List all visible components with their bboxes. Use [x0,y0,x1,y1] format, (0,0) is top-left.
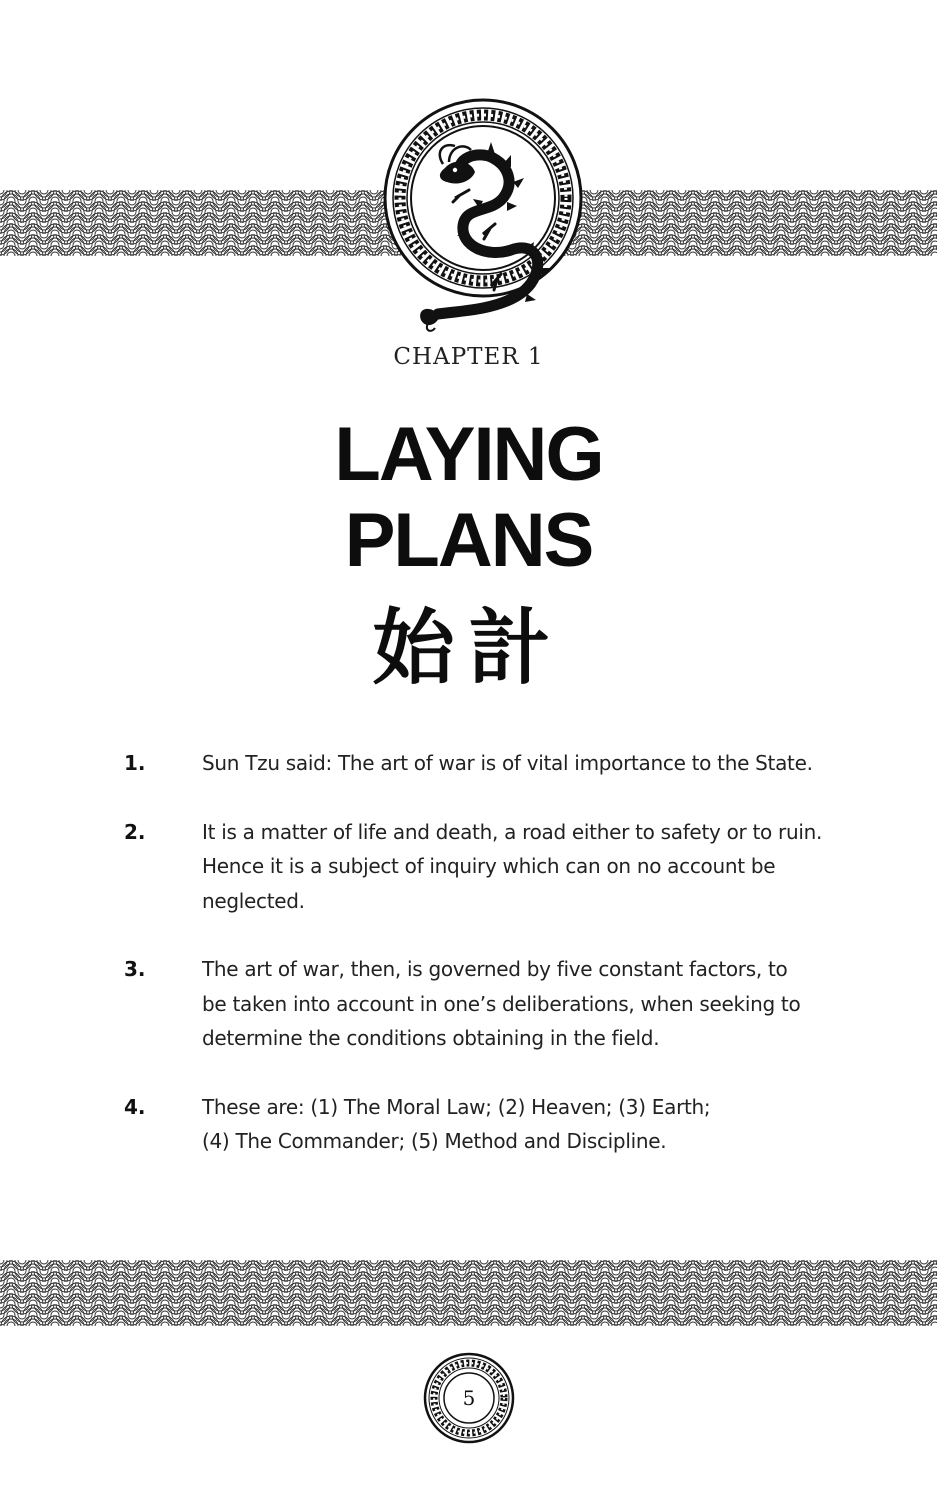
paragraph-number: 3. [124,957,146,981]
chinese-title: 始計 [372,600,565,696]
paragraph-line: (4) The Commander; (5) Method and Discipline. [202,1129,667,1153]
bottom-wave-band [0,1260,937,1326]
page-number: 5 [462,1386,476,1410]
paragraph-text [202,1090,820,1159]
paragraph-line: be taken into account in one’s deliberations, when seeking to [202,991,801,1016]
paragraph-list [124,746,824,1193]
chapter-title-line: LAYING [334,412,603,497]
paragraph-number: 4. [124,1094,146,1119]
paragraph-text [202,746,820,781]
paragraph-line: The art of war, then, is governed by five constant factors, to [202,957,788,981]
paragraph-line: It is a matter of life and death, a road either to safety or to ruin. [202,819,823,844]
chapter-label: CHAPTER 1 [393,344,544,370]
paragraph-item [124,1090,824,1159]
chapter-title [0,412,937,584]
paragraph-line: determine the conditions obtaining in the field. [202,1026,660,1050]
paragraph-item [124,746,824,781]
chapter-title-line: PLANS [344,498,593,583]
paragraph-number: 1. [124,751,146,775]
dragon-emblem-icon [383,98,583,333]
wave-pattern-bottom [0,1260,937,1326]
paragraph-text [202,952,820,1056]
paragraph-line: Hence it is a subject of inquiry which can on no account be [202,854,776,878]
paragraph-text [202,815,823,919]
paragraph-line: neglected. [202,888,305,913]
paragraph-item [124,815,824,919]
paragraph-line: These are: (1) The Moral Law; (2) Heaven; (3) Earth; [202,1094,711,1119]
paragraph-number: 2. [124,819,146,844]
paragraph-line: Sun Tzu said: The art of war is of vital importance to the State. [202,751,813,775]
paragraph-item [124,952,824,1056]
